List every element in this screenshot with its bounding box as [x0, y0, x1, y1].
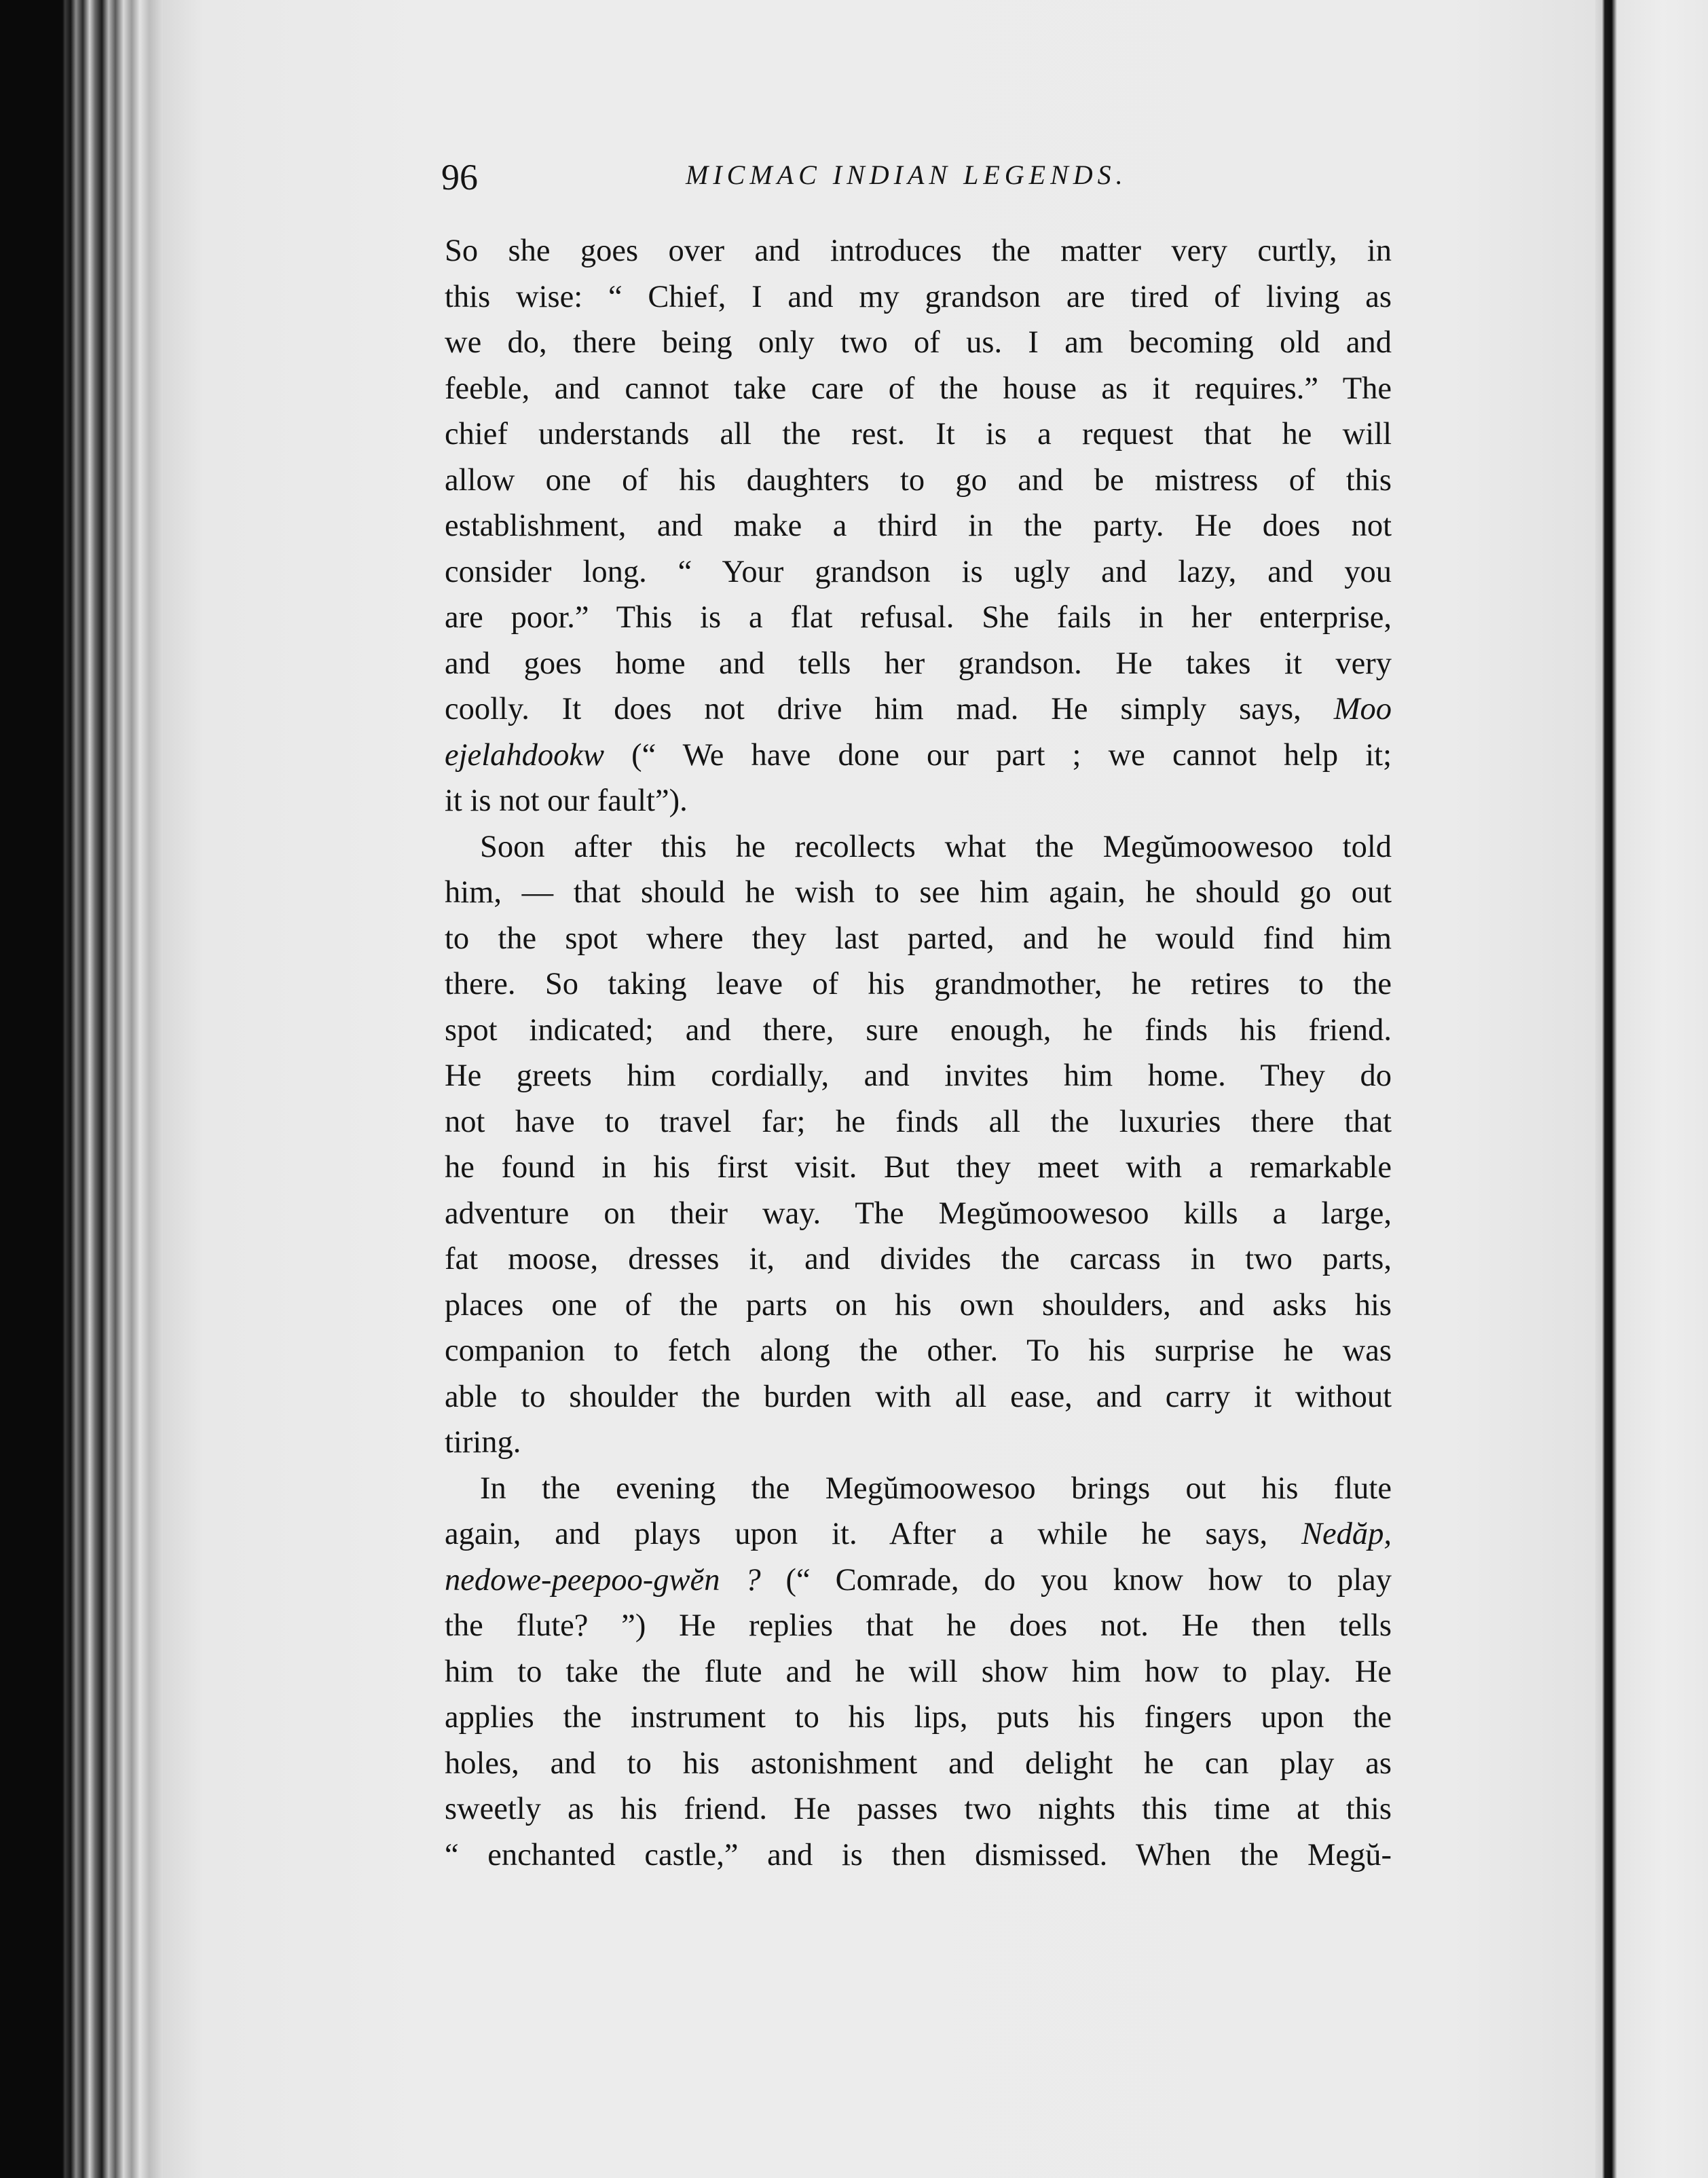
text-line: applies the instrument to his lips, puts his fingers upon the — [445, 1700, 1392, 1735]
text-line: it is not our fault”). — [445, 783, 688, 818]
text-line: he found in his first visit. But they meet with a remarkable — [445, 1150, 1392, 1185]
text-line: fat moose, dresses it, and divides the carcass in two parts, — [445, 1242, 1392, 1276]
paragraph-start-line: In the evening the Megŭmoowesoo brings out his flute — [480, 1471, 1392, 1506]
text-line: feeble, and cannot take care of the house as it requires.” The — [445, 371, 1392, 406]
text-line: able to shoulder the burden with all ease, and carry it without — [445, 1379, 1392, 1414]
micmac-phrase: Nedăp, — [1301, 1517, 1392, 1551]
text-line: consider long. “ Your grandson is ugly and lazy, and you — [445, 554, 1392, 589]
text-line: adventure on their way. The Megŭmoowesoo kills a large, — [445, 1196, 1392, 1231]
text-line — [445, 1557, 1392, 1604]
text-line: and goes home and tells her grandson. He takes it very — [445, 646, 1392, 681]
text-line — [445, 686, 1392, 733]
text-line: chief understands all the rest. It is a request that he will — [445, 417, 1392, 451]
text-line: He greets him cordially, and invites him home. They do — [445, 1058, 1392, 1093]
text-line: spot indicated; and there, sure enough, he finds his friend. — [445, 1012, 1392, 1048]
text-line: companion to fetch along the other. To his surprise he was — [445, 1333, 1392, 1368]
text-line: holes, and to his astonishment and delight he can play as — [445, 1746, 1392, 1781]
text-line: we do, there being only two of us. I am becoming old and — [445, 325, 1392, 360]
text-line: “ enchanted castle,” and is then dismissed. When the Megŭ- — [445, 1837, 1392, 1872]
text-line: are poor.” This is a flat refusal. She fails in her enterprise, — [445, 600, 1392, 635]
text-line: establishment, and make a third in the party. He does not — [445, 509, 1392, 543]
next-page-edge — [1595, 0, 1708, 2178]
micmac-phrase: ejelahdookw — [445, 737, 605, 773]
page-number: 96 — [441, 157, 478, 198]
text-line-segment: coolly. It does not drive him mad. He simply says, — [445, 692, 1301, 726]
text-line: So she goes over and introduces the matter very curtly, in — [445, 234, 1392, 268]
micmac-phrase: nedowe-peepoo-gwĕn ? — [445, 1562, 761, 1598]
book-title: MICMAC INDIAN LEGENDS. — [686, 160, 1128, 190]
text-line: him, — that should he wish to see him again, he should go out — [445, 875, 1392, 910]
text-line: there. So taking leave of his grandmother, he retires to the — [445, 967, 1392, 1001]
text-line-segment: (“ We have done our part ; we cannot help it; — [631, 737, 1392, 773]
paragraph-start-line: Soon after this he recollects what the Megŭmoowesoo told — [480, 829, 1392, 864]
micmac-phrase: Moo — [1333, 692, 1392, 726]
running-head — [441, 156, 1392, 204]
text-line: allow one of his daughters to go and be mistress of this — [445, 462, 1392, 498]
text-line: him to take the flute and he will show him how to play. He — [445, 1654, 1392, 1689]
book-spine-edge — [0, 0, 177, 2178]
text-line-segment: (“ Comrade, do you know how to play — [785, 1562, 1392, 1598]
text-line: tiring. — [445, 1425, 521, 1460]
text-line: not have to travel far; he finds all the luxuries there that — [445, 1104, 1392, 1139]
text-line-segment: again, and plays upon it. After a while he says, — [445, 1517, 1268, 1551]
text-line — [445, 733, 1392, 779]
text-line: sweetly as his friend. He passes two nights this time at this — [445, 1792, 1392, 1826]
text-line: the flute? ”) He replies that he does not. He then tells — [445, 1608, 1392, 1643]
text-line — [445, 1511, 1392, 1557]
text-line: places one of the parts on his own shoulders, and asks his — [445, 1287, 1392, 1323]
text-line: to the spot where they last parted, and he would find him — [445, 921, 1392, 956]
body-text — [445, 228, 1392, 1878]
text-line: this wise: “ Chief, I and my grandson are tired of living as — [445, 279, 1392, 314]
